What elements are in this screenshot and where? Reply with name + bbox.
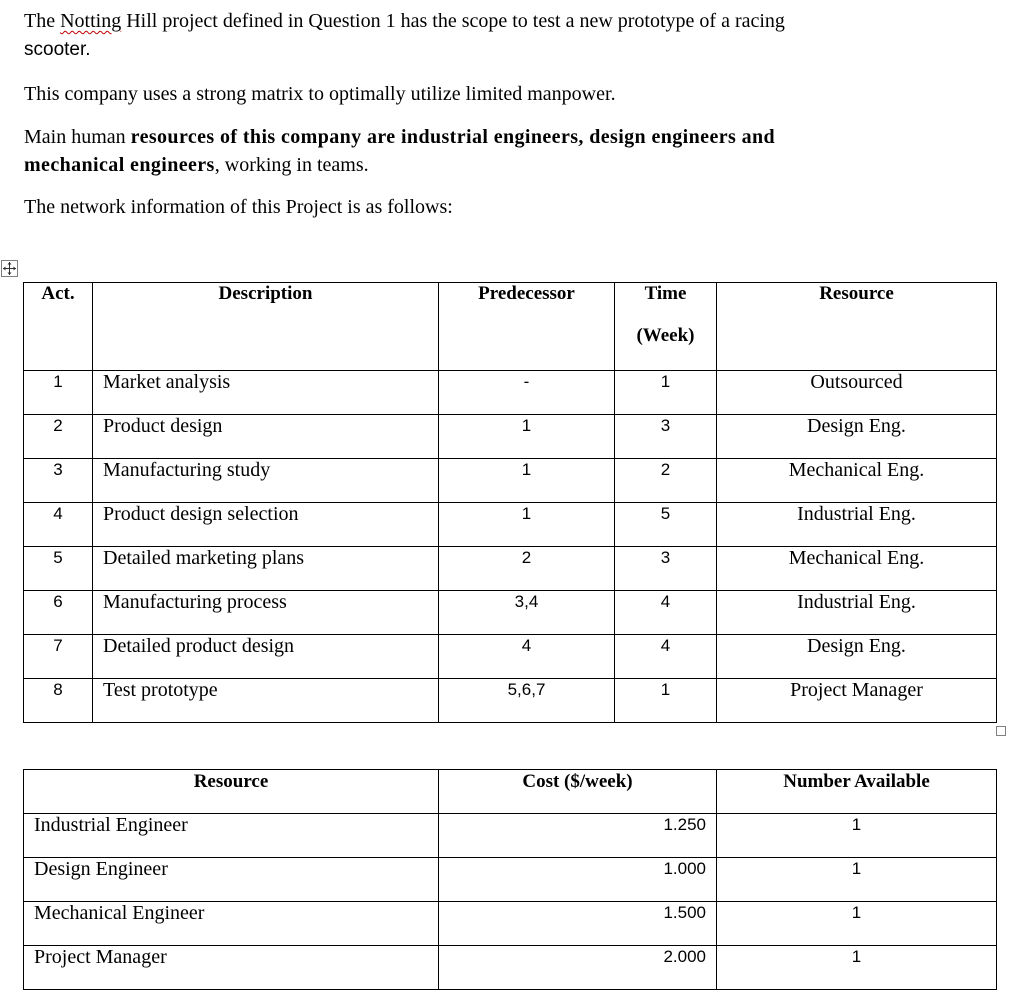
time-cell: 5 xyxy=(615,503,717,547)
predecessor-cell: 2 xyxy=(439,547,615,591)
intro-text: , working in teams. xyxy=(214,154,369,176)
act-cell: 8 xyxy=(24,679,93,723)
time-cell: 3 xyxy=(615,547,717,591)
resource-cell: Industrial Eng. xyxy=(717,503,997,547)
predecessor-cell: 1 xyxy=(439,415,615,459)
resource-cell: Project Manager xyxy=(717,679,997,723)
available-cell: 1 xyxy=(717,858,997,902)
header-act: Act. xyxy=(24,283,93,371)
resource-cell: Industrial Eng. xyxy=(717,591,997,635)
act-cell: 3 xyxy=(24,459,93,503)
activity-table-header xyxy=(24,283,997,371)
header-resource-name: Resource xyxy=(24,770,439,814)
act-cell: 6 xyxy=(24,591,93,635)
act-cell: 7 xyxy=(24,635,93,679)
time-cell: 4 xyxy=(615,635,717,679)
table-row xyxy=(24,459,997,503)
intro-bold-text: mechanical engineers xyxy=(24,154,215,176)
intro-text: Hill project defined in Question 1 has the scope to test a new prototype of a racing xyxy=(121,10,785,32)
intro-paragraph-1 xyxy=(24,7,954,64)
predecessor-cell: 1 xyxy=(439,503,615,547)
predecessor-cell: - xyxy=(439,371,615,415)
description-cell: Manufacturing study xyxy=(93,459,439,503)
resource-table-header xyxy=(24,770,997,814)
description-cell: Product design selection xyxy=(93,503,439,547)
resource-cell: Design Eng. xyxy=(717,415,997,459)
table-row xyxy=(24,371,997,415)
header-description: Description xyxy=(93,283,439,371)
table-row xyxy=(24,902,997,946)
description-cell: Detailed product design xyxy=(93,635,439,679)
spelling-flagged-word[interactable]: Notting xyxy=(60,10,122,32)
description-cell: Test prototype xyxy=(93,679,439,723)
resource-cell: Mechanical Eng. xyxy=(717,547,997,591)
time-cell: 2 xyxy=(615,459,717,503)
description-cell: Manufacturing process xyxy=(93,591,439,635)
resource-name-cell: Mechanical Engineer xyxy=(24,902,439,946)
intro-text: scooter. xyxy=(24,39,91,60)
time-cell: 3 xyxy=(615,415,717,459)
intro-text: Main human xyxy=(24,126,131,148)
table-resize-handle[interactable] xyxy=(996,726,1006,736)
table-row xyxy=(24,415,997,459)
resource-name-cell: Industrial Engineer xyxy=(24,814,439,858)
table-row xyxy=(24,814,997,858)
table-row xyxy=(24,503,997,547)
act-cell: 5 xyxy=(24,547,93,591)
resource-cell: Outsourced xyxy=(717,371,997,415)
cost-cell: 1.250 xyxy=(439,814,717,858)
predecessor-cell: 3,4 xyxy=(439,591,615,635)
intro-text: The xyxy=(24,10,61,32)
cost-cell: 2.000 xyxy=(439,946,717,990)
header-resource: Resource xyxy=(717,283,997,371)
act-cell: 1 xyxy=(24,371,93,415)
available-cell: 1 xyxy=(717,814,997,858)
resource-table xyxy=(23,769,997,990)
resource-name-cell: Design Engineer xyxy=(24,858,439,902)
cost-cell: 1.000 xyxy=(439,858,717,902)
description-cell: Detailed marketing plans xyxy=(93,547,439,591)
resource-cell: Mechanical Eng. xyxy=(717,459,997,503)
time-cell: 1 xyxy=(615,679,717,723)
table-row xyxy=(24,858,997,902)
header-predecessor: Predecessor xyxy=(439,283,615,371)
predecessor-cell: 1 xyxy=(439,459,615,503)
act-cell: 2 xyxy=(24,415,93,459)
available-cell: 1 xyxy=(717,946,997,990)
intro-text: The network information of this Project is as follows: xyxy=(24,196,453,218)
intro-paragraph-4 xyxy=(24,193,954,221)
header-number-available: Number Available xyxy=(717,770,997,814)
table-move-handle-icon[interactable] xyxy=(1,260,18,277)
table-row xyxy=(24,591,997,635)
resource-name-cell: Project Manager xyxy=(24,946,439,990)
act-cell: 4 xyxy=(24,503,93,547)
available-cell: 1 xyxy=(717,902,997,946)
time-cell: 1 xyxy=(615,371,717,415)
table-row xyxy=(24,547,997,591)
header-cost: Cost ($/week) xyxy=(439,770,717,814)
table-row xyxy=(24,679,997,723)
header-time-label: Time xyxy=(644,283,687,304)
intro-bold-text: resources of this company are industrial engineers, design engineers and xyxy=(130,126,776,148)
table-row xyxy=(24,635,997,679)
header-time xyxy=(615,283,717,371)
time-cell: 4 xyxy=(615,591,717,635)
intro-paragraph-3 xyxy=(24,123,954,179)
description-cell: Product design xyxy=(93,415,439,459)
activity-table xyxy=(23,282,997,723)
intro-paragraph-2 xyxy=(24,80,954,108)
intro-text: This company uses a strong matrix to optimally utilize limited manpower. xyxy=(24,83,616,105)
predecessor-cell: 4 xyxy=(439,635,615,679)
cost-cell: 1.500 xyxy=(439,902,717,946)
header-time-unit: (Week) xyxy=(636,325,695,346)
predecessor-cell: 5,6,7 xyxy=(439,679,615,723)
resource-cell: Design Eng. xyxy=(717,635,997,679)
table-row xyxy=(24,946,997,990)
description-cell: Market analysis xyxy=(93,371,439,415)
